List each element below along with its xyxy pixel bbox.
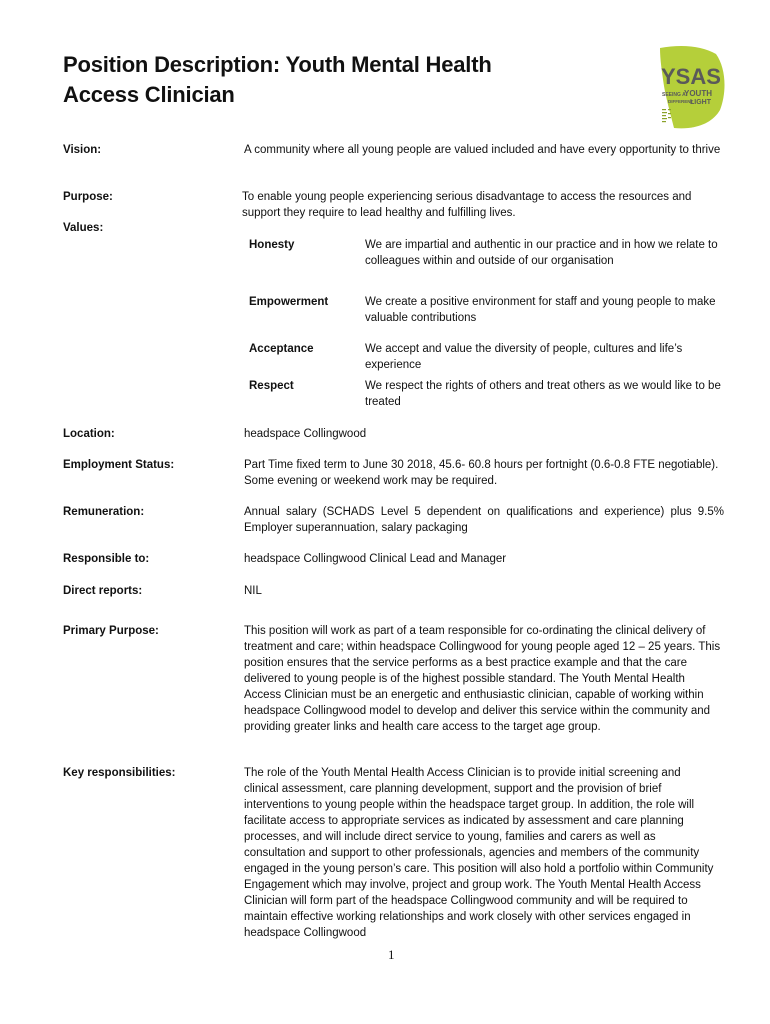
logo-text: YSAS (661, 64, 721, 89)
purpose-text: To enable young people experiencing serious disadvantage to access the resources and support they require to lead healthy and fulfilling lives. (242, 191, 692, 219)
value-name-honesty: Honesty (249, 239, 295, 251)
key-responsibilities-label: Key responsibilities: (63, 767, 176, 779)
value-desc-honesty: We are impartial and authentic in our practice and in how we relate to colleagues within and outside of our organisation (365, 239, 718, 267)
primary-purpose-label: Primary Purpose: (63, 625, 159, 637)
location-text: headspace Collingwood (244, 428, 367, 440)
value-desc-empowerment: We create a positive environment for staff and young people to make valuable contributions (365, 296, 716, 324)
remuneration-text: Annual salary (SCHADS Level 5 dependent on qualifications and experience) plus 9.5% Employer superannuation, salary packaging (244, 506, 724, 534)
location-label: Location: (63, 428, 115, 440)
logo-tagline-1: SEEING A (662, 92, 686, 98)
page-title (63, 50, 492, 110)
logo-tagline-2: YOUTH (684, 89, 712, 98)
employment-status-text: Part Time fixed term to June 30 2018, 45.6- 60.8 hours per fortnight (0.6-0.8 FTE negotiable). Some evening or weekend work may be required. (244, 459, 719, 487)
logo-tagline-3: DIFFERENT (668, 99, 694, 104)
logo-tagline-4: LIGHT (690, 99, 711, 106)
primary-purpose-text: This position will work as part of a team responsible for co-ordinating the clinical delivery of treatment and care; within headspace Collingwood for young people aged 12 – 25 years. This position ensures that the service performs as a best practice example and that the care delivered to young people is of the highest possible standard. The Youth Mental Health Access Clinician must be an energetic and enthusiastic clinician, capable of working within headspace Collingwood model to develop and deliver this service within the community and providing greater links and health care access to the target age group. (244, 625, 721, 733)
value-name-empowerment: Empowerment (249, 296, 329, 308)
purpose-label: Purpose: (63, 191, 113, 203)
value-desc-acceptance: We accept and value the diversity of people, cultures and life’s experience (365, 343, 683, 371)
value-name-respect: Respect (249, 380, 294, 392)
remuneration-label: Remuneration: (63, 506, 145, 518)
direct-reports-label: Direct reports: (63, 585, 143, 597)
responsible-to-text: headspace Collingwood Clinical Lead and Manager (244, 553, 507, 565)
value-desc-respect: We respect the rights of others and treat others as we would like to be treated (365, 380, 721, 408)
vision-text: A community where all young people are valued included and have every opportunity to thrive (244, 144, 721, 156)
key-responsibilities-text: The role of the Youth Mental Health Access Clinician is to provide initial screening and clinical assessment, care planning development, support and the provision of brief interventions to young people within the headspace target group. In addition, the role will facilitate access to appropriate services as indicated by assessment and care planning processes, and will include direct service to young, families and carers as well as consultation and support to other professionals, agencies and members of the community engaged in the young person’s care. This position will also hold a portfolio within Community Engagement which may involve, project and group work. The Youth Mental Health Access Clinician will form part of the headspace Collingwood community and will be required to maintain effective working relationships and work closely with other services engaged in headspace Collingwood (244, 767, 714, 939)
direct-reports-text: NIL (244, 585, 262, 597)
title-line-2: Access Clinician (63, 82, 235, 107)
title-line-1: Position Description: Youth Mental Health (63, 52, 492, 77)
page-number: 1 (388, 947, 395, 962)
employment-status-label: Employment Status: (63, 459, 175, 471)
value-name-acceptance: Acceptance (249, 343, 314, 355)
vision-label: Vision: (63, 144, 102, 156)
ysas-logo (630, 42, 730, 132)
responsible-to-label: Responsible to: (63, 553, 150, 565)
values-label: Values: (63, 222, 104, 234)
